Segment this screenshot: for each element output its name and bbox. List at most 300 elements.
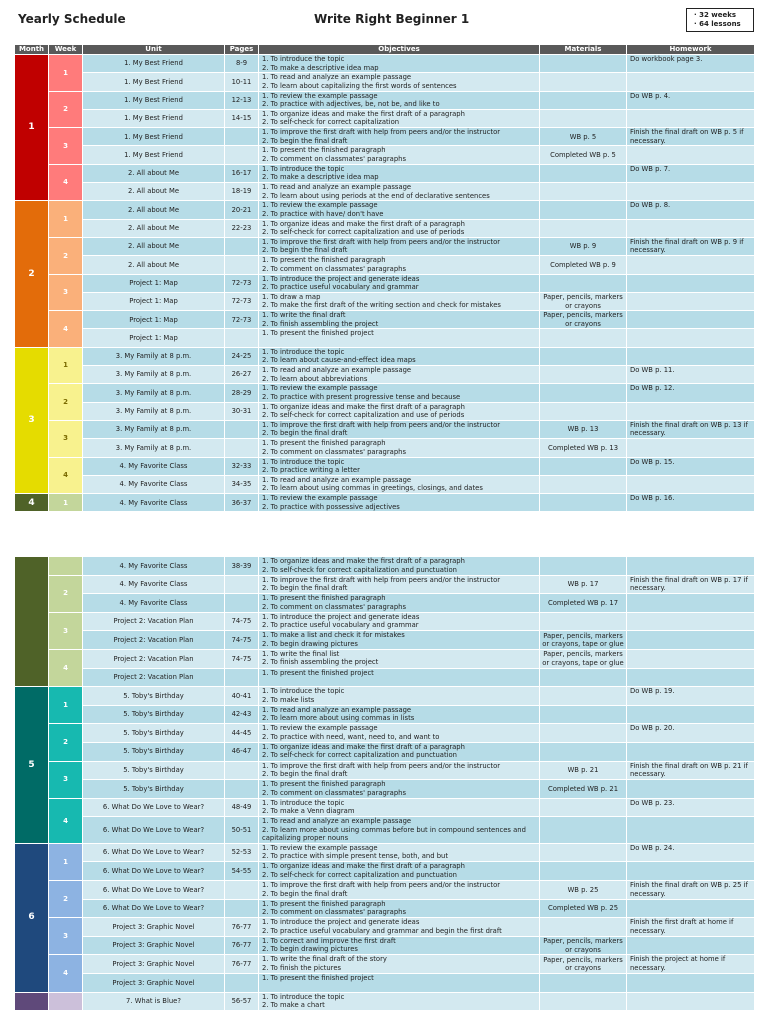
objective-line: 1. To improve the first draft with help from peers and/or the instructor [262, 575, 501, 584]
table-row [15, 668, 755, 687]
objectives-cell [259, 219, 540, 237]
materials-cell [540, 201, 627, 219]
objective-line: 1. To introduce the topic [262, 687, 345, 696]
unit-cell: Project 2: Vacation Plan [83, 668, 225, 687]
materials-cell [540, 402, 627, 420]
objectives-cell [259, 742, 540, 761]
table-row [15, 881, 755, 900]
week-cell: 2 [49, 575, 83, 612]
page-title: Yearly Schedule [18, 12, 126, 26]
unit-cell: 7. What is Blue? [83, 992, 225, 1011]
homework-cell [627, 649, 755, 668]
homework-cell: Finish the project at home if necessary. [627, 955, 755, 974]
month-cell: 2 [15, 201, 49, 347]
objective-line: 1. To organize ideas and make the first draft of a paragraph [262, 742, 465, 751]
pages-cell: 38-39 [225, 557, 259, 576]
unit-cell: 2. All about Me [83, 183, 225, 201]
week-cell: 2 [49, 724, 83, 761]
objective-line: 2. To learn more about using commas in lists [262, 714, 415, 723]
table-row [15, 347, 755, 365]
homework-cell: Do WB p. 16. [627, 494, 755, 512]
week-cell: 2 [49, 881, 83, 918]
objective-line: 2. To learn about using periods at the end of declarative sentences [262, 191, 490, 200]
table-row [15, 798, 755, 817]
table-row [15, 164, 755, 182]
table-row [15, 73, 755, 91]
homework-cell: Finish the final draft on WB p. 5 if necessary. [627, 128, 755, 146]
week-cell: 3 [49, 128, 83, 165]
objectives-cell [259, 899, 540, 918]
table-row [15, 128, 755, 146]
pages-cell: 8-9 [225, 55, 259, 73]
objective-line: 2. To self-check for correct capitalization and use of periods [262, 228, 465, 237]
unit-cell: 4. My Favorite Class [83, 494, 225, 512]
objective-line: 2. To comment on classmates' paragraphs [262, 908, 406, 917]
materials-cell [540, 384, 627, 402]
objective-line: 2. To comment on classmates' paragraphs [262, 447, 406, 456]
objective-line: 1. To present the finished paragraph [262, 899, 386, 908]
table-row [15, 384, 755, 402]
homework-cell [627, 256, 755, 274]
pages-cell [225, 237, 259, 255]
materials-cell [540, 494, 627, 512]
homework-cell: Do WB p. 19. [627, 687, 755, 706]
week-cell [49, 992, 83, 1011]
table-row [15, 631, 755, 650]
pages-cell: 74-75 [225, 631, 259, 650]
objective-line: 1. To read and analyze an example passage [262, 475, 412, 484]
materials-cell: WB p. 9 [540, 237, 627, 255]
objectives-cell [259, 724, 540, 743]
objective-line: 1. To review the example passage [262, 843, 378, 852]
week-cell: 2 [49, 384, 83, 421]
pages-cell: 48-49 [225, 798, 259, 817]
unit-cell: 3. My Family at 8 p.m. [83, 439, 225, 457]
objectives-cell [259, 668, 540, 687]
objective-line: 2. To self-check for correct capitalization and punctuation [262, 751, 457, 760]
pages-cell: 10-11 [225, 73, 259, 91]
objective-line: 2. To comment on classmates' paragraphs [262, 154, 406, 163]
unit-cell: 2. All about Me [83, 164, 225, 182]
pages-cell: 22-23 [225, 219, 259, 237]
objectives-cell [259, 146, 540, 164]
materials-cell [540, 164, 627, 182]
homework-cell [627, 899, 755, 918]
table-row [15, 918, 755, 937]
objectives-cell [259, 402, 540, 420]
pages-cell [225, 329, 259, 347]
objectives-cell [259, 631, 540, 650]
table-row [15, 457, 755, 475]
objectives-cell [259, 274, 540, 292]
homework-cell: Finish the final draft on WB p. 13 if necessary. [627, 420, 755, 438]
objectives-cell [259, 329, 540, 347]
unit-cell: 2. All about Me [83, 256, 225, 274]
homework-cell: Finish the final draft on WB p. 17 if necessary. [627, 575, 755, 594]
homework-cell: Do WB p. 7. [627, 164, 755, 182]
col-header-pages: Pages [225, 45, 259, 55]
objective-line: 1. To write the final draft of the story [262, 955, 387, 964]
table-row [15, 274, 755, 292]
week-cell: 4 [49, 798, 83, 843]
table-row [15, 475, 755, 493]
unit-cell: Project 3: Graphic Novel [83, 955, 225, 974]
objective-line: 1. To present the finished project [262, 973, 374, 982]
materials-cell [540, 612, 627, 631]
materials-cell: WB p. 21 [540, 761, 627, 780]
week-cell: 4 [49, 311, 83, 348]
homework-cell [627, 329, 755, 347]
pages-cell: 14-15 [225, 109, 259, 127]
objectives-cell [259, 862, 540, 881]
homework-cell: Finish the final draft on WB p. 21 if necessary. [627, 761, 755, 780]
table-row [15, 649, 755, 668]
table-row [15, 183, 755, 201]
materials-cell [540, 219, 627, 237]
objectives-cell [259, 817, 540, 844]
homework-cell [627, 631, 755, 650]
materials-cell [540, 366, 627, 384]
objectives-cell [259, 992, 540, 1011]
materials-cell [540, 347, 627, 365]
table-row [15, 237, 755, 255]
objective-line: 2. To self-check for correct capitalization and punctuation [262, 565, 457, 574]
objectives-cell [259, 798, 540, 817]
objective-line: 2. To learn about abbreviations [262, 374, 368, 383]
table-row [15, 817, 755, 844]
materials-cell [540, 973, 627, 992]
objective-line: 1. To read and analyze an example passage [262, 366, 412, 375]
objective-line: 2. To finish the pictures [262, 963, 342, 972]
unit-cell: Project 3: Graphic Novel [83, 973, 225, 992]
objective-line: 1. To introduce the topic [262, 347, 345, 356]
unit-cell: 5. Toby's Birthday [83, 724, 225, 743]
pages-cell: 72-73 [225, 274, 259, 292]
homework-cell [627, 742, 755, 761]
pages-cell [225, 761, 259, 780]
materials-cell: WB p. 17 [540, 575, 627, 594]
table-row [15, 219, 755, 237]
table-row [15, 329, 755, 347]
objective-line: 1. To improve the first draft with help from peers and/or the instructor [262, 420, 501, 429]
objectives-cell [259, 237, 540, 255]
objectives-cell [259, 384, 540, 402]
materials-cell [540, 798, 627, 817]
table-row [15, 724, 755, 743]
objective-line: 2. To practice writing a letter [262, 466, 360, 475]
objective-line: 2. To make lists [262, 695, 315, 704]
objectives-cell [259, 73, 540, 91]
objective-line: 1. To organize ideas and make the first draft of a paragraph [262, 219, 465, 228]
objectives-cell [259, 649, 540, 668]
table-row [15, 256, 755, 274]
table-row [15, 366, 755, 384]
objectives-cell [259, 292, 540, 310]
unit-cell: 6. What Do We Love to Wear? [83, 817, 225, 844]
materials-cell [540, 862, 627, 881]
objectives-cell [259, 439, 540, 457]
col-header-objectives: Objectives [259, 45, 540, 55]
objective-line: 1. To write the final draft [262, 311, 346, 320]
unit-cell: 2. All about Me [83, 219, 225, 237]
pages-cell: 40-41 [225, 687, 259, 706]
objective-line: 1. To correct and improve the first draft [262, 936, 396, 945]
week-cell: 3 [49, 420, 83, 457]
objective-line: 2. To make the first draft of the writing section and check for mistakes [262, 301, 501, 310]
pages-cell [225, 899, 259, 918]
objective-line: 2. To practice with possessive adjectives [262, 502, 400, 511]
pages-cell: 24-25 [225, 347, 259, 365]
materials-cell [540, 91, 627, 109]
col-header-materials: Materials [540, 45, 627, 55]
objective-line: 1. To make a list and check it for mistakes [262, 631, 405, 640]
materials-cell [540, 73, 627, 91]
objective-line: 1. To draw a map [262, 292, 321, 301]
materials-cell [540, 457, 627, 475]
objectives-cell [259, 594, 540, 613]
homework-cell [627, 557, 755, 576]
pages-cell [225, 780, 259, 799]
table-row [15, 742, 755, 761]
objective-line: 1. To introduce the project and generate ideas [262, 612, 420, 621]
materials-cell: Completed WB p. 17 [540, 594, 627, 613]
objective-line: 1. To present the finished paragraph [262, 146, 386, 155]
pages-cell: 44-45 [225, 724, 259, 743]
objectives-cell [259, 164, 540, 182]
objectives-cell [259, 457, 540, 475]
pages-cell [225, 128, 259, 146]
col-header-unit: Unit [83, 45, 225, 55]
homework-cell [627, 183, 755, 201]
schedule-table-part-1 [14, 44, 755, 512]
objective-line: 1. To review the example passage [262, 201, 378, 210]
table-row [15, 311, 755, 329]
summary-box [686, 8, 754, 32]
objective-line: 1. To introduce the project and generate ideas [262, 274, 420, 283]
table-row [15, 973, 755, 992]
objectives-cell [259, 687, 540, 706]
homework-cell [627, 109, 755, 127]
materials-cell: Completed WB p. 21 [540, 780, 627, 799]
objectives-cell [259, 311, 540, 329]
homework-cell: Do WB p. 11. [627, 366, 755, 384]
objective-line: 2. To make a Venn diagram [262, 807, 355, 816]
objectives-cell [259, 973, 540, 992]
table-row [15, 439, 755, 457]
table-row [15, 402, 755, 420]
week-cell: 3 [49, 918, 83, 955]
pages-cell: 36-37 [225, 494, 259, 512]
unit-cell: 1. My Best Friend [83, 128, 225, 146]
homework-cell [627, 668, 755, 687]
objective-line: 2. To practice useful vocabulary and grammar [262, 283, 419, 292]
materials-cell [540, 55, 627, 73]
week-cell: 1 [49, 843, 83, 880]
homework-cell [627, 274, 755, 292]
materials-cell: WB p. 25 [540, 881, 627, 900]
objective-line: 1. To review the example passage [262, 384, 378, 393]
materials-cell [540, 557, 627, 576]
unit-cell: 3. My Family at 8 p.m. [83, 384, 225, 402]
objective-line: 2. To begin drawing pictures [262, 639, 358, 648]
objectives-cell [259, 55, 540, 73]
month-cell: 4 [15, 494, 49, 512]
pages-cell: 46-47 [225, 742, 259, 761]
week-cell: 2 [49, 237, 83, 274]
week-cell: 3 [49, 761, 83, 798]
objective-line: 2. To learn more about using commas before but in compound sentences and capitalizing proper nouns [262, 825, 526, 843]
objective-line: 2. To begin drawing pictures [262, 945, 358, 954]
table-row [15, 955, 755, 974]
objective-line: 2. To practice useful vocabulary and grammar and begin the first draft [262, 926, 502, 935]
objective-line: 1. To introduce the project and generate ideas [262, 918, 420, 927]
pages-cell: 76-77 [225, 936, 259, 955]
week-cell: 4 [49, 649, 83, 686]
pages-cell: 72-73 [225, 311, 259, 329]
unit-cell: 4. My Favorite Class [83, 594, 225, 613]
objectives-cell [259, 494, 540, 512]
unit-cell: 3. My Family at 8 p.m. [83, 402, 225, 420]
materials-cell: Paper, pencils, markers or crayons [540, 955, 627, 974]
unit-cell: 3. My Family at 8 p.m. [83, 420, 225, 438]
pages-cell: 52-53 [225, 843, 259, 862]
objectives-cell [259, 475, 540, 493]
objectives-cell [259, 201, 540, 219]
homework-cell [627, 594, 755, 613]
objectives-cell [259, 109, 540, 127]
materials-cell [540, 329, 627, 347]
table-row [15, 992, 755, 1011]
objectives-cell [259, 936, 540, 955]
objective-line: 1. To read and analyze an example passage [262, 817, 412, 826]
unit-cell: Project 2: Vacation Plan [83, 612, 225, 631]
objectives-cell [259, 955, 540, 974]
table-row [15, 55, 755, 73]
pages-cell: 12-13 [225, 91, 259, 109]
unit-cell: 5. Toby's Birthday [83, 761, 225, 780]
materials-cell: Paper, pencils, markers or crayons, tape or glue [540, 649, 627, 668]
pages-cell [225, 594, 259, 613]
homework-cell [627, 817, 755, 844]
objective-line: 2. To comment on classmates' paragraphs [262, 602, 406, 611]
materials-cell [540, 687, 627, 706]
unit-cell: 4. My Favorite Class [83, 557, 225, 576]
unit-cell: 1. My Best Friend [83, 91, 225, 109]
objectives-cell [259, 256, 540, 274]
objective-line: 2. To begin the final draft [262, 429, 348, 438]
objective-line: 1. To present the finished paragraph [262, 256, 386, 265]
materials-cell: Paper, pencils, markers or crayons [540, 936, 627, 955]
pages-cell: 54-55 [225, 862, 259, 881]
objectives-cell [259, 366, 540, 384]
homework-cell [627, 311, 755, 329]
homework-cell [627, 936, 755, 955]
materials-cell [540, 475, 627, 493]
objective-line: 1. To read and analyze an example passage [262, 183, 412, 192]
materials-cell [540, 109, 627, 127]
table-row [15, 557, 755, 576]
pages-cell [225, 146, 259, 164]
unit-cell: 6. What Do We Love to Wear? [83, 798, 225, 817]
objective-line: 2. To begin the final draft [262, 136, 348, 145]
homework-cell [627, 73, 755, 91]
table-row [15, 612, 755, 631]
objective-line: 1. To present the finished project [262, 329, 374, 338]
pages-cell [225, 881, 259, 900]
month-cell: 1 [15, 55, 49, 201]
materials-cell: Completed WB p. 9 [540, 256, 627, 274]
unit-cell: 6. What Do We Love to Wear? [83, 899, 225, 918]
week-cell: 1 [49, 55, 83, 92]
pages-cell: 76-77 [225, 918, 259, 937]
table-row [15, 843, 755, 862]
week-cell: 3 [49, 612, 83, 649]
homework-cell [627, 705, 755, 724]
materials-cell: WB p. 13 [540, 420, 627, 438]
objective-line: 2. To finish assembling the project [262, 319, 379, 328]
table-row [15, 780, 755, 799]
week-cell: 1 [49, 347, 83, 384]
objective-line: 2. To self-check for correct capitalization and use of periods [262, 411, 465, 420]
homework-cell: Do WB p. 15. [627, 457, 755, 475]
book-title: Write Right Beginner 1 [314, 12, 470, 26]
week-cell: 4 [49, 164, 83, 201]
materials-cell [540, 274, 627, 292]
pages-cell: 18-19 [225, 183, 259, 201]
table-row [15, 91, 755, 109]
unit-cell: Project 1: Map [83, 274, 225, 292]
objective-line: 2. To learn about cause-and-effect idea maps [262, 356, 416, 365]
table-row [15, 292, 755, 310]
unit-cell: Project 2: Vacation Plan [83, 649, 225, 668]
week-cell: 1 [49, 494, 83, 512]
objective-line: 2. To begin the final draft [262, 246, 348, 255]
table-row [15, 899, 755, 918]
objective-line: 2. To self-check for correct capitalization [262, 118, 400, 127]
week-cell: 1 [49, 201, 83, 238]
materials-cell [540, 742, 627, 761]
pages-cell: 74-75 [225, 612, 259, 631]
unit-cell: 4. My Favorite Class [83, 475, 225, 493]
pages-cell: 42-43 [225, 705, 259, 724]
objective-line: 2. To begin the final draft [262, 584, 348, 593]
col-header-homework: Homework [627, 45, 755, 55]
objectives-cell [259, 881, 540, 900]
materials-cell [540, 992, 627, 1011]
objective-line: 1. To improve the first draft with help from peers and/or the instructor [262, 881, 501, 889]
unit-cell: 4. My Favorite Class [83, 575, 225, 594]
objective-line: 2. To begin the final draft [262, 889, 348, 898]
objectives-cell [259, 761, 540, 780]
unit-cell: 5. Toby's Birthday [83, 780, 225, 799]
objective-line: 2. To make a chart [262, 1001, 325, 1010]
objective-line: 1. To review the example passage [262, 91, 378, 100]
objectives-cell [259, 918, 540, 937]
homework-cell [627, 973, 755, 992]
objectives-cell [259, 183, 540, 201]
objective-line: 1. To introduce the topic [262, 164, 345, 173]
table-row [15, 146, 755, 164]
objectives-cell [259, 612, 540, 631]
pages-cell: 72-73 [225, 292, 259, 310]
unit-cell: Project 3: Graphic Novel [83, 918, 225, 937]
homework-cell [627, 402, 755, 420]
objective-line: 2. To practice with simple present tense, both, and but [262, 852, 448, 861]
unit-cell: 1. My Best Friend [83, 146, 225, 164]
month-cell: 6 [15, 843, 49, 992]
unit-cell: 6. What Do We Love to Wear? [83, 843, 225, 862]
homework-cell [627, 862, 755, 881]
